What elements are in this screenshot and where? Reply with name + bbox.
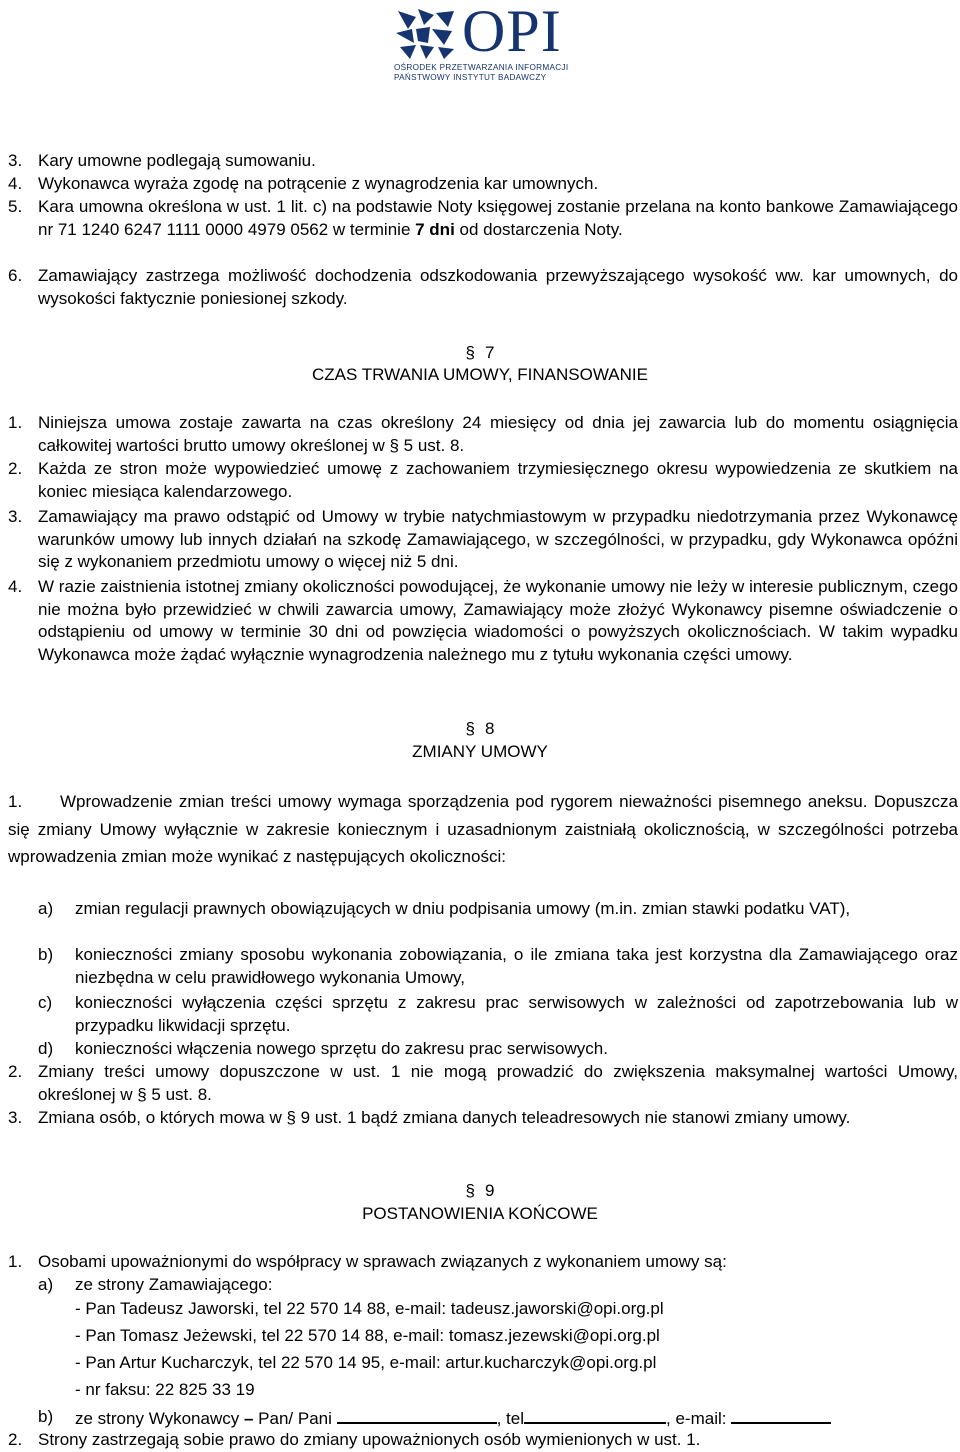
list-item: 2. Zmiany treści umowy dopuszczone w ust. 1 nie mogą prowadzić do zwiększenia maksymalnej wartości Umowy, określonej w § 5 ust. 8. — [8, 1062, 958, 1104]
opi-logo — [394, 0, 569, 82]
list-item: 6. Zamawiający zastrzega możliwość dochodzenia odszkodowania przewyższającego wysokość ww. kar umownych, do wysokości faktycznie poniesionej szkody. — [8, 266, 958, 308]
blank-field-email[interactable] — [731, 1406, 831, 1424]
list-item: 2. Strony zastrzegają sobie prawo do zmiany upoważnionych osób wymienionych w ust. 1. — [8, 1430, 701, 1449]
section-number: § 7 — [465, 343, 495, 362]
sub-list-item: b) konieczności zmiany sposobu wykonania zobowiązania, o ile zmiana taka jest korzystna dla Zamawiającego oraz niezbędna w celu prawidłowego wykonania Umowy, — [38, 945, 958, 987]
contact-line: - Pan Artur Kucharczyk, tel 22 570 14 95, e-mail: artur.kucharczyk@opi.org.pl — [75, 1353, 657, 1372]
list-item: 4. W razie zaistnienia istotnej zmiany okoliczności powodującej, że wykonanie umowy nie leży w interesie publicznym, czego nie można było przewidzieć w chwili zawarcia umowy, Zamawiający może złożyć Wykonawcy pisemne oświadczenie o odstąpieniu od umowy w terminie 30 dni od powzięcia wiadomości o powyższych okolicznościach. W takim wypadku Wykonawca może żądać wyłącznie wynagrodzenia należnego mu z tytułu wykonania części umowy. — [8, 577, 958, 665]
contact-line: - Pan Tomasz Jeżewski, tel 22 570 14 88, e-mail: tomasz.jezewski@opi.org.pl — [75, 1326, 660, 1345]
sub-list-item: b) ze strony Wykonawcy – Pan/ Pani , tel , e-mail: — [38, 1406, 958, 1431]
list-item: 5. Kara umowna określona w ust. 1 lit. c) na podstawie Noty księgowej zostanie przelana na konto bankowe Zamawiającego nr 71 1240 6247 1111 0000 4979 0562 w terminie 7 dni od dostarczenia Noty. — [8, 197, 958, 239]
list-item: 1. Niniejsza umowa zostaje zawarta na czas określony 24 miesięcy od dnia jej zawarcia lub do momentu osiągnięcia całkowitej wartości brutto umowy określonej w § 5 ust. 8. — [8, 413, 958, 455]
list-item: 1. Osobami upoważnionymi do współpracy w sprawach związanych z wykonaniem umowy są: — [8, 1252, 727, 1271]
paragraph-sign: § — [286, 1108, 296, 1127]
list-item: 3. Zmiana osób, o których mowa w § 9 ust. 1 bądź zmiana danych teleadresowych nie stanowi zmiany umowy. — [8, 1108, 851, 1127]
sub-list-item: a) zmian regulacji prawnych obowiązujących w dniu podpisania umowy (m.in. zmian stawki podatku VAT), — [38, 899, 851, 918]
list-item: 3. Zamawiający ma prawo odstąpić od Umowy w trybie natychmiastowym w przypadku niedotrzymania przez Wykonawcę warunków umowy lub innych działań na szkodę Zamawiającego, w szczególności, w przypadku, gdy Wykonawca opóźni się z wykonaniem przedmiotu umowy o więcej niż 5 dni. — [8, 507, 958, 572]
blank-field-name[interactable] — [337, 1406, 497, 1424]
sub-list-item: c) konieczności wyłączenia części sprzętu z zakresu prac serwisowych w zależności od zapotrzebowania lub w przypadku likwidacji sprzętu. — [38, 993, 958, 1035]
bold-term: 7 dni — [415, 219, 455, 239]
paragraph-sign: § — [465, 343, 475, 362]
paragraph-sign: § — [465, 719, 475, 738]
section-title: POSTANOWIENIA KOŃCOWE — [362, 1204, 598, 1223]
paragraph-sign: § — [465, 1181, 475, 1200]
paragraph-sign: § — [137, 1084, 147, 1104]
sub-list-item: d) konieczności włączenia nowego sprzętu do zakresu prac serwisowych. — [38, 1039, 608, 1058]
section-title: CZAS TRWANIA UMOWY, FINANSOWANIE — [312, 365, 648, 384]
section-number: § 9 — [465, 1181, 495, 1200]
list-item: 1. Wprowadzenie zmian treści umowy wymaga sporządzenia pod rygorem nieważności pisemnego aneksu. Dopuszcza się zmiany Umowy wyłącznie w zakresie koniecznym i uzasadnionym zaistniałą okolicznością, w szczególności potrzeba wprowadzenia zmian może wynikać z następujących okoliczności: — [8, 792, 958, 866]
opi-logo-icon — [394, 7, 458, 61]
logo-brand: OPI — [462, 0, 562, 64]
section-number: § 8 — [465, 719, 495, 738]
paragraph-sign: § — [389, 435, 399, 455]
section-title: ZMIANY UMOWY — [412, 742, 548, 761]
blank-field-phone[interactable] — [524, 1406, 666, 1424]
list-item: 2. Każda ze stron może wypowiedzieć umowę z zachowaniem trzymiesięcznego okresu wypowiedzenia ze skutkiem na koniec miesiąca kalendarzowego. — [8, 459, 958, 501]
logo-subtitle-2: PAŃSTWOWY INSTYTUT BADAWCZY — [394, 73, 547, 82]
logo-subtitle-1: OŚRODEK PRZETWARZANIA INFORMACJI — [394, 63, 569, 72]
contact-line: - nr faksu: 22 825 33 19 — [75, 1380, 255, 1399]
sub-list-item: a) ze strony Zamawiającego: — [38, 1275, 273, 1294]
list-item: 4. Wykonawca wyraża zgodę na potrącenie z wynagrodzenia kar umownych. — [8, 174, 599, 193]
list-item: 3. Kary umowne podlegają sumowaniu. — [8, 151, 316, 170]
contact-line: - Pan Tadeusz Jaworski, tel 22 570 14 88, e-mail: tadeusz.jaworski@opi.org.pl — [75, 1299, 664, 1318]
